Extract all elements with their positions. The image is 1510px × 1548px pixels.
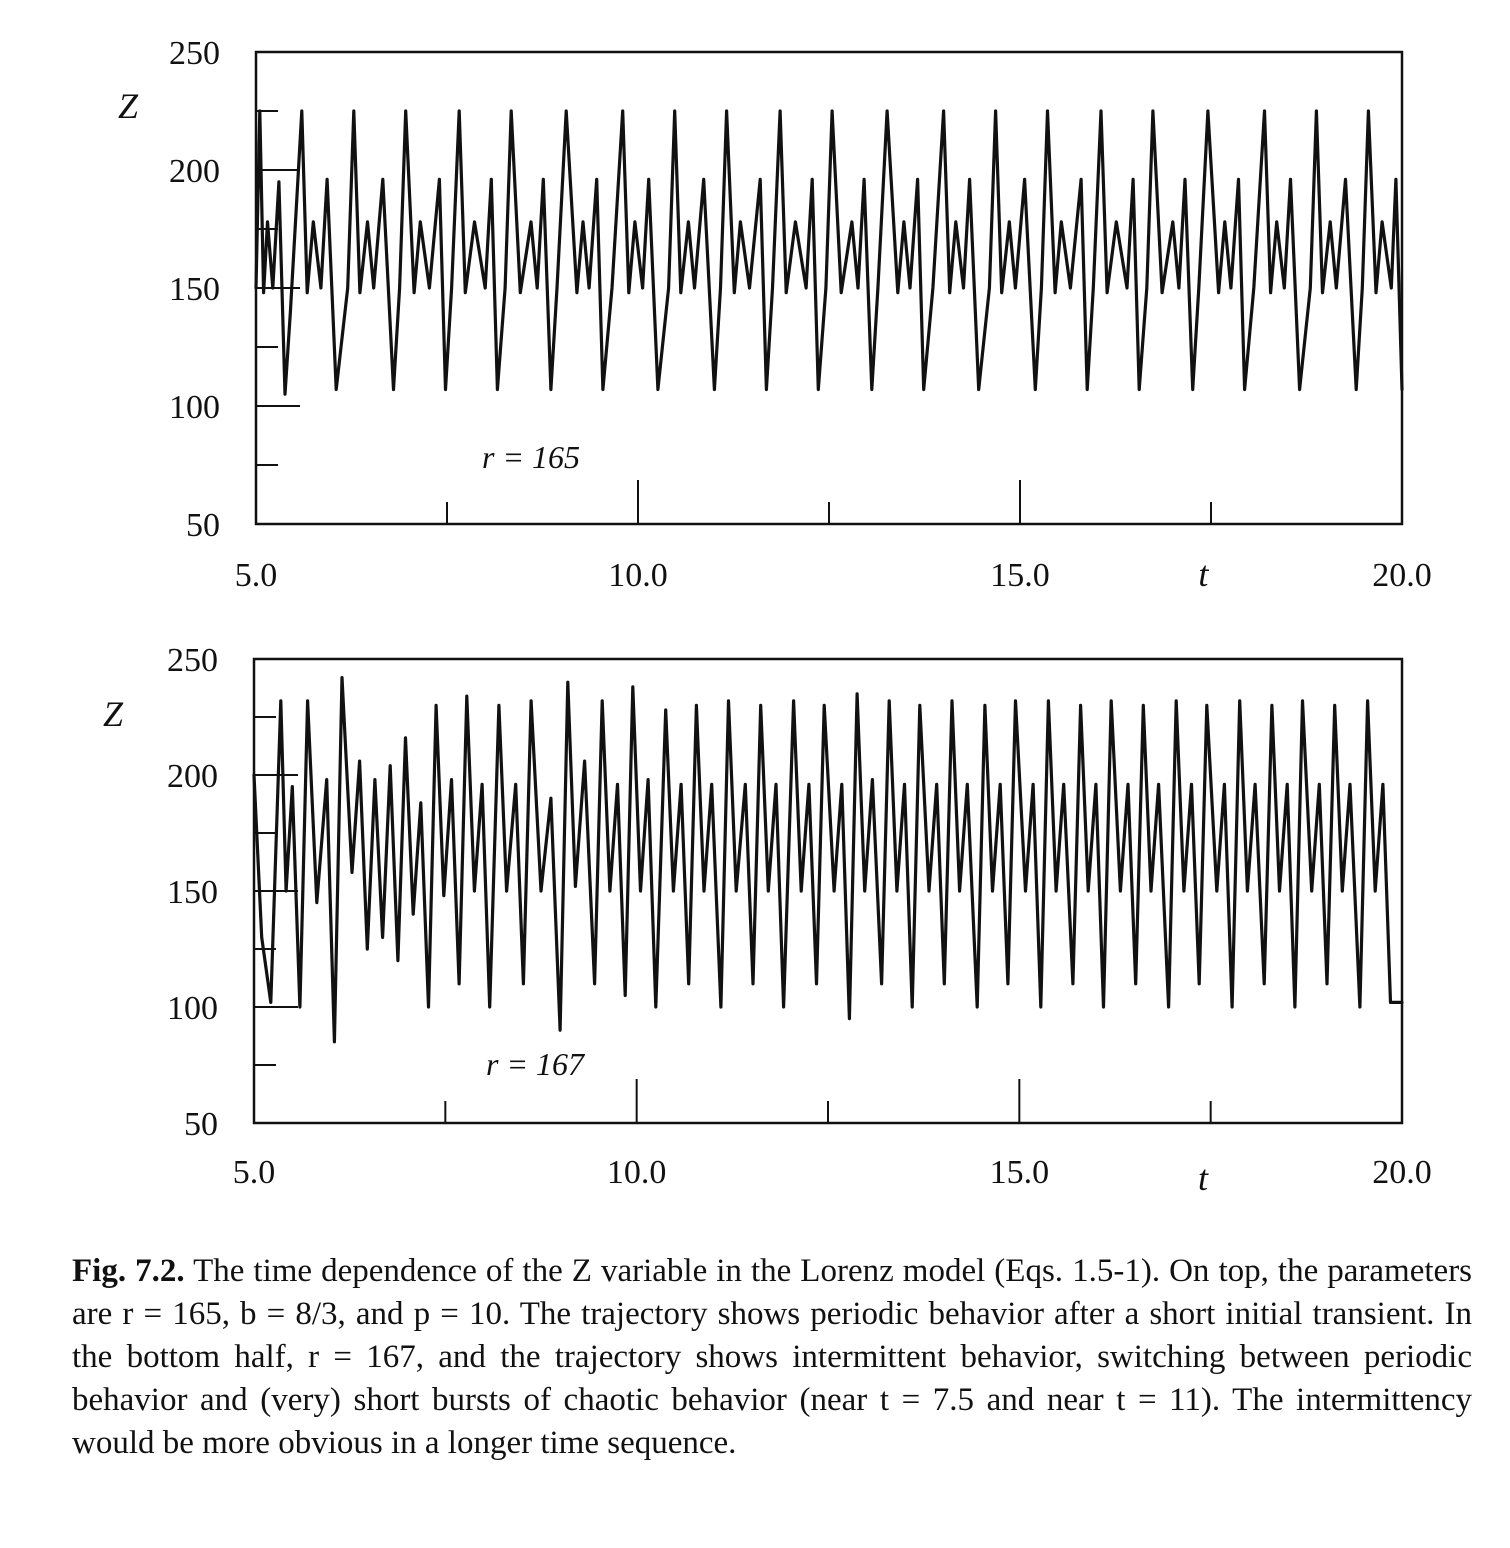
y-tick-label: 50: [186, 507, 220, 544]
caption-fig-label: Fig. 7.2.: [72, 1253, 185, 1289]
y-tick-label: 150: [167, 874, 218, 911]
y-tick-label: 100: [169, 389, 220, 426]
x-axis-label: t: [1198, 1158, 1209, 1198]
y-axis-label: Z: [102, 694, 124, 734]
y-tick-label: 200: [167, 758, 218, 795]
x-tick-label: 5.0: [234, 557, 278, 594]
parameter-annotation: r = 165: [482, 439, 581, 475]
y-axis-label: Z: [117, 86, 139, 126]
x-tick-label: 20.0: [1372, 557, 1432, 594]
x-tick-label: 20.0: [1372, 1154, 1432, 1191]
y-tick-label: 100: [167, 990, 218, 1027]
x-axis-label: t: [1198, 554, 1209, 594]
z-series-line: [254, 678, 1402, 1042]
y-tick-label: 200: [169, 153, 220, 190]
x-tick-label: 15.0: [989, 1154, 1050, 1191]
y-tick-label: 250: [169, 35, 220, 72]
x-tick-label: 15.0: [990, 557, 1050, 594]
y-tick-label: 150: [169, 271, 220, 308]
figure-caption: [72, 1250, 1472, 1465]
x-tick-label: 10.0: [606, 1154, 667, 1191]
z-series-line: [256, 111, 1402, 394]
parameter-annotation: r = 167: [486, 1046, 585, 1082]
bottom-panel: [103, 642, 1432, 1198]
y-tick-label: 250: [167, 642, 218, 679]
x-tick-label: 10.0: [608, 557, 668, 594]
top-panel: [118, 35, 1432, 594]
caption-text: The time dependence of the Z variable in the Lorenz model (Eqs. 1.5-1). On top, the parameters are r = 165, b = 8/3, and p = 10. The trajectory shows periodic behavior after a short initial transient. In the bottom half, r = 167, and the trajectory shows intermittent behavior, switching between periodic behavior and (very) short bursts of chaotic behavior (near t = 7.5 and near t = 11). The intermittency would be more obvious in a longer time sequence.: [72, 1253, 1473, 1461]
y-tick-label: 50: [184, 1106, 218, 1143]
plot-frame: [254, 659, 1402, 1123]
x-tick-label: 5.0: [232, 1154, 276, 1191]
